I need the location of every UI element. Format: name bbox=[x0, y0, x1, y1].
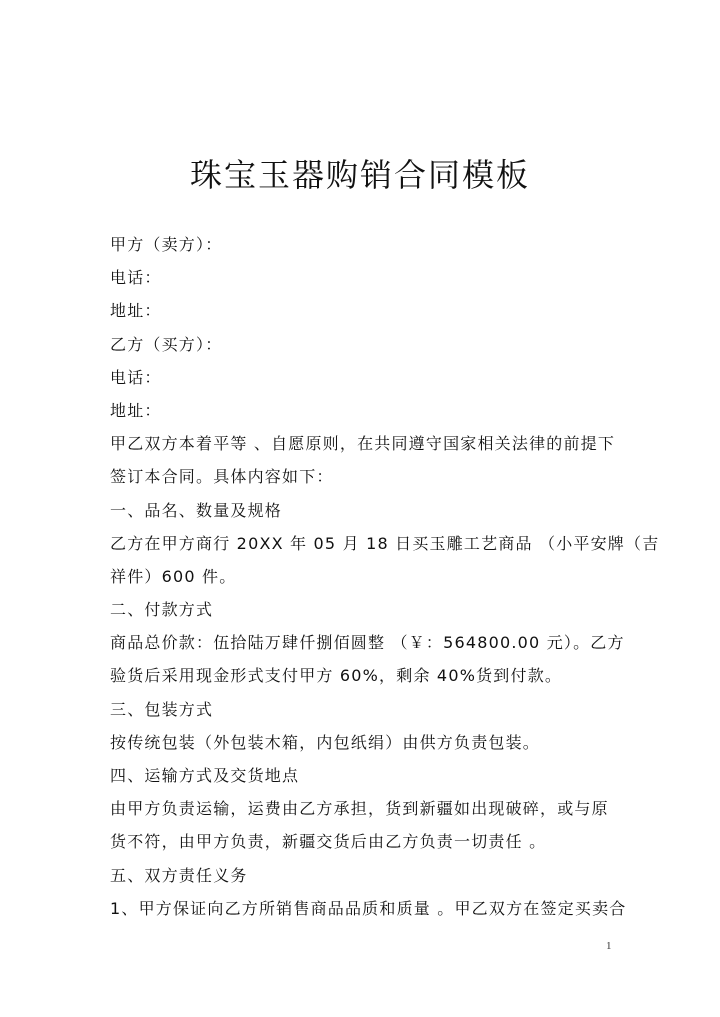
buyer-label: 乙方（买方）： bbox=[110, 334, 223, 354]
preamble-line-2: 签订本合同。具体内容如下： bbox=[110, 467, 334, 487]
section-heading-3: 三、包装方式 bbox=[110, 699, 214, 719]
seller-label: 甲方（卖方）： bbox=[110, 235, 223, 254]
section-heading-4: 四、运输方式及交货地点 bbox=[110, 766, 300, 785]
section-3-text-1: 按传统包装（外包装木箱，内包纸绢）由供方负责包装。 bbox=[110, 732, 541, 752]
section-heading-5: 五、双方责任义务 bbox=[110, 865, 248, 885]
section-4-text-1: 由甲方负责运输，运费由乙方承担，货到新疆如出现破碎，或与原 bbox=[110, 799, 609, 819]
page-number: 1 bbox=[606, 940, 612, 952]
buyer-phone-label: 电话： bbox=[110, 367, 162, 387]
section-1-text-1: 乙方在甲方商行 20XX 年 05 月 18 日买玉雕工艺商品 （小平安牌（吉 bbox=[110, 533, 660, 553]
seller-phone-label: 电话： bbox=[110, 268, 162, 288]
seller-address-label: 地址： bbox=[110, 301, 162, 321]
preamble-line-1: 甲乙双方本着平等 、自愿原则，在共同遵守国家相关法律的前提下 bbox=[110, 434, 616, 454]
section-heading-2: 二、付款方式 bbox=[110, 600, 214, 620]
section-2-text-1: 商品总价款：伍拾陆万肆仟捌佰圆整 （￥：564800.00 元）。乙方 bbox=[110, 633, 625, 653]
section-1-text-2: 祥件）600 件。 bbox=[110, 566, 237, 586]
section-2-text-2: 验货后采用现金形式支付甲方 60%，剩余 40%货到付款。 bbox=[110, 666, 563, 686]
buyer-address-label: 地址： bbox=[110, 400, 162, 420]
section-4-text-2: 货不符，由甲方负责，新疆交货后由乙方负责一切责任 。 bbox=[110, 832, 547, 852]
document-body bbox=[110, 228, 660, 925]
document-title: 珠宝玉器购销合同模板 bbox=[189, 156, 530, 194]
section-heading-1: 一、品名、数量及规格 bbox=[110, 500, 283, 520]
section-5-text-1: 1、甲方保证向乙方所销售商品品质和质量 。甲乙双方在签定买卖合 bbox=[110, 898, 627, 918]
